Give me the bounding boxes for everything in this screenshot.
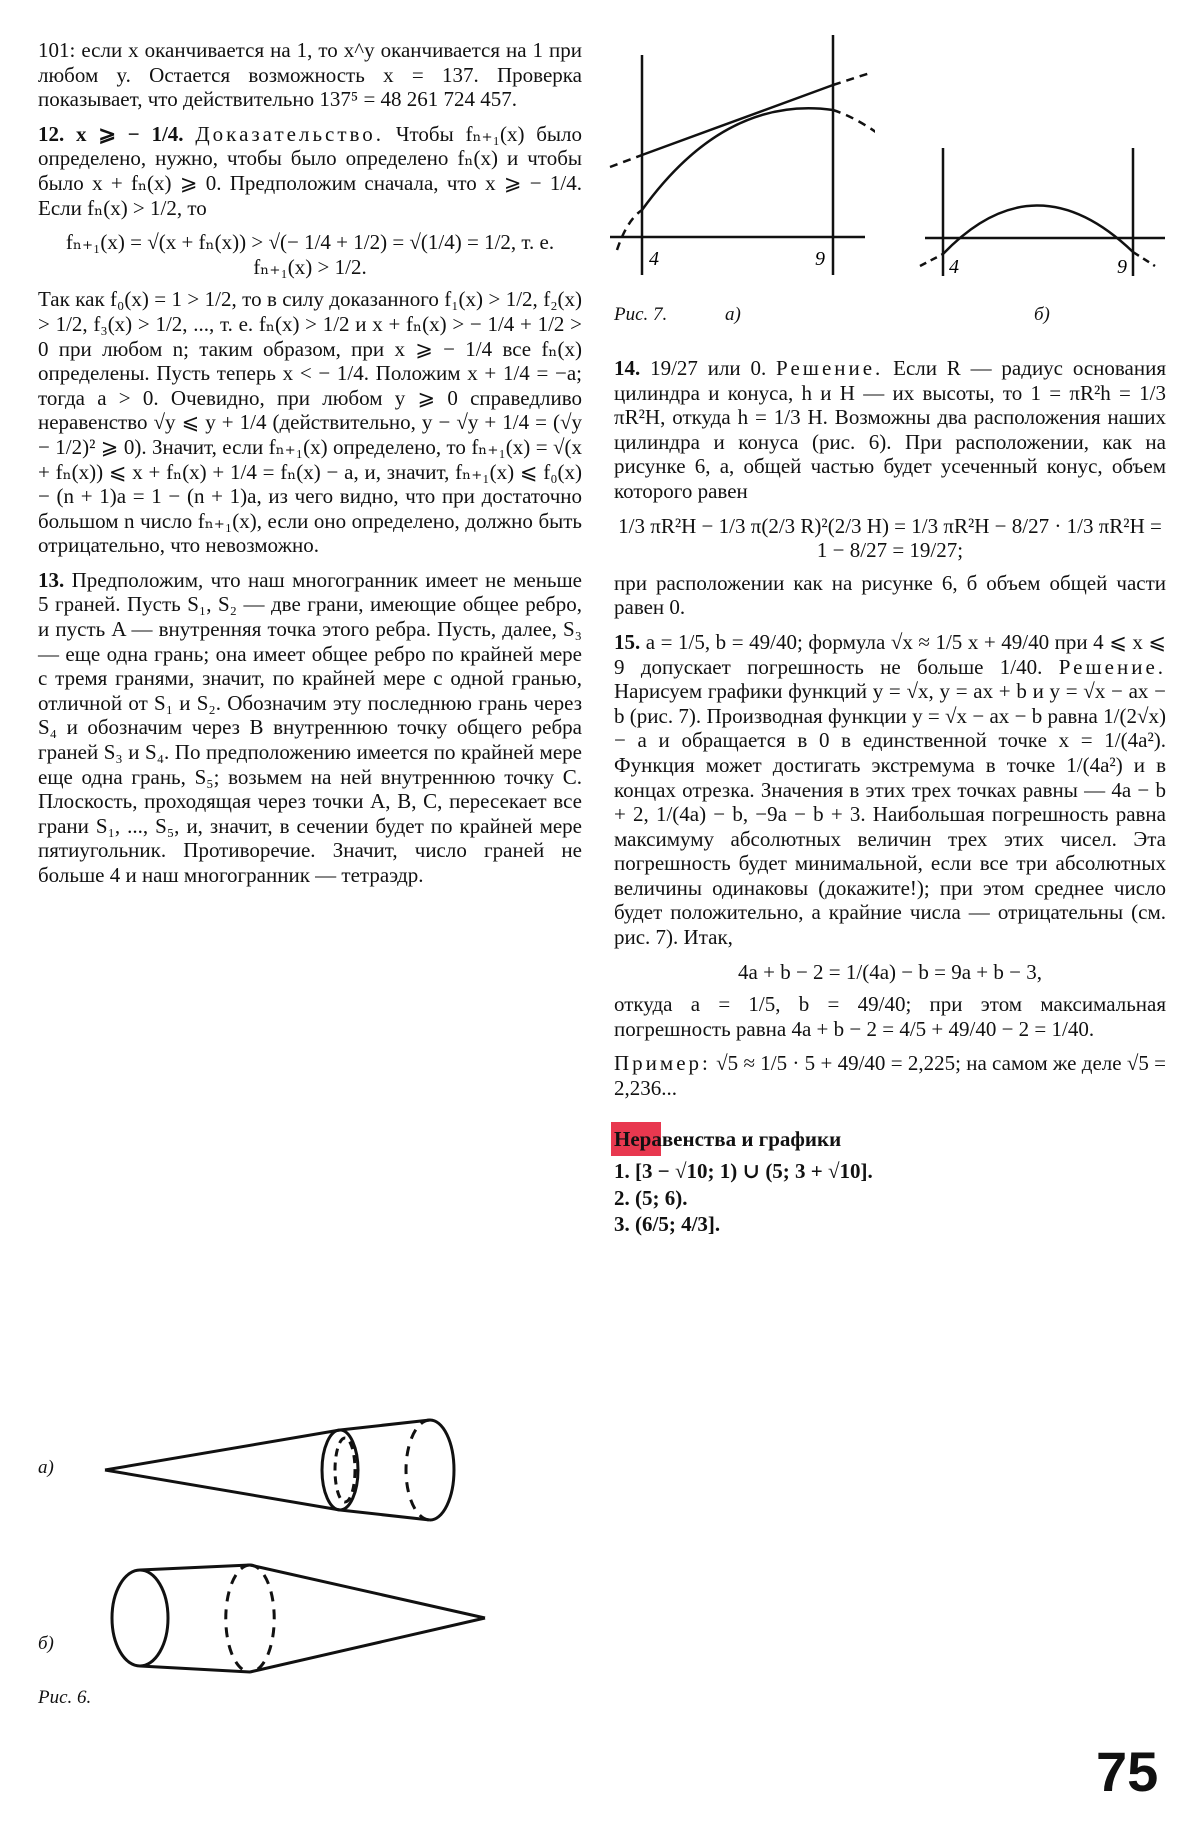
figure7a-tick-4: 4 bbox=[649, 248, 659, 270]
problem-15-example-text: √5 ≈ 1/5 · 5 + 49/40 = 2,225; на самом же деле √5 = 2,236... bbox=[614, 1051, 1166, 1101]
problem-15-formula: 4a + b − 2 = 1/(4a) − b = 9a + b − 3, bbox=[738, 959, 1042, 984]
problem-14-number: 14. bbox=[614, 356, 641, 380]
figure7-label-a: а) bbox=[725, 304, 741, 325]
problem-14-answer: 19/27 или 0. bbox=[650, 356, 767, 380]
problem-12-claim: x ⩾ − 1/4. bbox=[76, 121, 184, 146]
figure7b-graph bbox=[915, 148, 1175, 278]
problem-15-example bbox=[614, 1051, 1166, 1100]
problem-12-formula: fₙ₊₁(x) = √(x + fₙ(x)) > √(− 1/4 + 1/2) = √(1/4) = 1/2, т. е. fₙ₊₁(x) > 1/2. bbox=[65, 230, 555, 279]
problem-14-text-a: Если R — радиус основания цилиндра и конуса, h и H — их высоты, то 1 = πR²h = 1/3 πR²H, откуда h = 1/3 H. Возможны два расположения наших цилиндра и конуса (рис. 6). При расположении, как на рисунке 6, а, общей частью будет усеченный конус, объем которого равен bbox=[614, 356, 1166, 503]
section-heading bbox=[614, 1127, 1166, 1152]
section-answers bbox=[614, 1159, 1166, 1237]
problem-15 bbox=[614, 630, 1166, 950]
problem-15-example-label: Пример: bbox=[614, 1051, 711, 1076]
section-heading-title: Неравенства и графики bbox=[614, 1126, 842, 1151]
problem-15-answer: a = 1/5, b = 49/40; формула √x ≈ 1/5 x + 49/40 при 4 ⩽ x ⩽ 9 допускает погрешность не больше 1/40. bbox=[614, 629, 1166, 679]
figure7a-graph bbox=[605, 35, 875, 275]
figure6-caption: Рис. 6. bbox=[38, 1687, 92, 1708]
figure7b-tick-9: 9 bbox=[1117, 256, 1127, 278]
left-column bbox=[38, 38, 582, 898]
answer-item: 3. (6/5; 4/3]. bbox=[614, 1212, 721, 1237]
problem-14-label: Решение. bbox=[776, 356, 884, 380]
problem-12-label: Доказательство. bbox=[195, 121, 385, 146]
problem-15-label: Решение. bbox=[1058, 654, 1167, 679]
figure6-label-a: а) bbox=[38, 1457, 54, 1478]
problem-13-number: 13. bbox=[38, 567, 65, 592]
problem-13 bbox=[38, 568, 582, 888]
figure6-label-b: б) bbox=[38, 1633, 54, 1654]
problem-15-text-a: Нарисуем графики функций y = √x, y = ax + b и y = √x − ax − b (рис. 7). Производная функции y = √x − ax − b равна 1/(2√x) − a и обращается в 0 в единственной точке x = 1/(4a²). Функция может достигать экстремума в точке 1/(4a²) и в концах отрезка. Значения в этих трех точках равны — 4a − b + 2, 1/(4a) − b, −9a − b + 3. Наибольшая погрешность равна максимуму абсолютных величин трех этих чисел. Эта погрешность будет минимальной, если все три абсолютных величины одинаковы (докажите!); при этом среднее число будет положительно, а крайние числа — отрицательны (см. рис. 7). Итак, bbox=[614, 679, 1166, 950]
figure7-caption: Рис. 7. bbox=[614, 304, 668, 325]
right-column bbox=[614, 356, 1166, 1239]
page-number: 75 bbox=[1096, 1740, 1159, 1803]
answer-item: 2. (5; 6). bbox=[614, 1185, 688, 1210]
problem-15-number: 15. bbox=[614, 629, 641, 654]
problem-14 bbox=[614, 356, 1166, 504]
figure6b-cylinder-cone bbox=[100, 1560, 500, 1680]
problem-13-text: Предположим, что наш многогранник имеет не меньше 5 граней. Пусть S₁, S₂ — две грани, имеющие общее ребро, и пусть A — внутренняя точка этого ребра. Пусть, далее, S₃ — еще одна грань; она имеет общее ребро по крайней мере с тремя гранями, значит, по крайней мере с одной гранью, отличной от S₁ и S₂. Обозначим эту последнюю грань через S₄ и обозначим через B внутреннюю точку общего ребра граней S₃ и S₄. По предположению имеется по крайней мере еще одна грань, S₅; возьмем на ней внутреннюю точку C. Плоскость, проходящая через точки A, B, C, пересекает все грани S₁, ..., S₅, и, значит, в сечении будет по крайней мере пятиугольник. Противоречие. Значит, число граней не больше 4 и наш многогранник — тетраэдр. bbox=[38, 567, 582, 887]
answer-101: 101: если x оканчивается на 1, то x^y оканчивается на 1 при любом y. Остается возможность x = 137. Проверка показывает, что действительно 137⁵ = 48 261 724 457. bbox=[38, 38, 582, 112]
figure6a-cone-cylinder bbox=[100, 1415, 480, 1525]
problem-12-text-b: Так как f₀(x) = 1 > 1/2, то в силу доказанного f₁(x) > 1/2, f₂(x) > 1/2, f₃(x) > 1/2, ..., т. е. fₙ(x) > 1/2 и x + fₙ(x) > − 1/4 + 1/2 > 0 при любом n; таким образом, при x ⩾ − 1/4 все fₙ(x) определены. Пусть теперь x < − 1/4. Положим x + 1/4 = −a; тогда a > 0. Очевидно, при любом y ⩾ 0 справедливо неравенство √y ⩽ y + 1/4 (действительно, y − √y + 1/4 = (√y − 1/2)² ⩾ 0). Значит, если fₙ₊₁(x) определено, то fₙ₊₁(x) = √(x + fₙ(x)) ⩽ x + fₙ(x) + 1/4 = fₙ(x) − a, и, значит, fₙ₊₁(x) ⩽ f₀(x) − (n + 1)a = 1 − (n + 1)a, из чего видно, что при достаточно большом n число fₙ₊₁(x), если оно определено, должно быть отрицательно, что невозможно. bbox=[38, 287, 582, 558]
problem-14-text-b: при расположении как на рисунке 6, б объем общей части равен 0. bbox=[614, 570, 1166, 620]
figure7a-tick-9: 9 bbox=[815, 248, 825, 270]
answer-item: 1. [3 − √10; 1) ∪ (5; 3 + √10]. bbox=[614, 1159, 873, 1184]
figure7b-tick-4: 4 bbox=[949, 256, 959, 278]
problem-15-text-b: откуда a = 1/5, b = 49/40; при этом максимальная погрешность равна 4a + b − 2 = 4/5 + 49/40 − 2 = 1/40. bbox=[614, 992, 1166, 1041]
problem-12-number: 12. bbox=[38, 121, 65, 146]
problem-12-text-a: Чтобы fₙ₊₁(x) было определено, нужно, чтобы было определено fₙ(x) и чтобы было x + fₙ(x) ⩾ 0. Предположим сначала, что x ⩾ − 1/4. Если fₙ(x) > 1/2, то bbox=[38, 121, 583, 220]
problem-14-formula: 1/3 πR²H − 1/3 π(2/3 R)²(2/3 H) = 1/3 πR²H − 8/27 · 1/3 πR²H = 1 − 8/27 = 19/27; bbox=[618, 513, 1162, 563]
problem-12 bbox=[38, 122, 582, 220]
figure7-label-b: б) bbox=[1034, 304, 1050, 325]
